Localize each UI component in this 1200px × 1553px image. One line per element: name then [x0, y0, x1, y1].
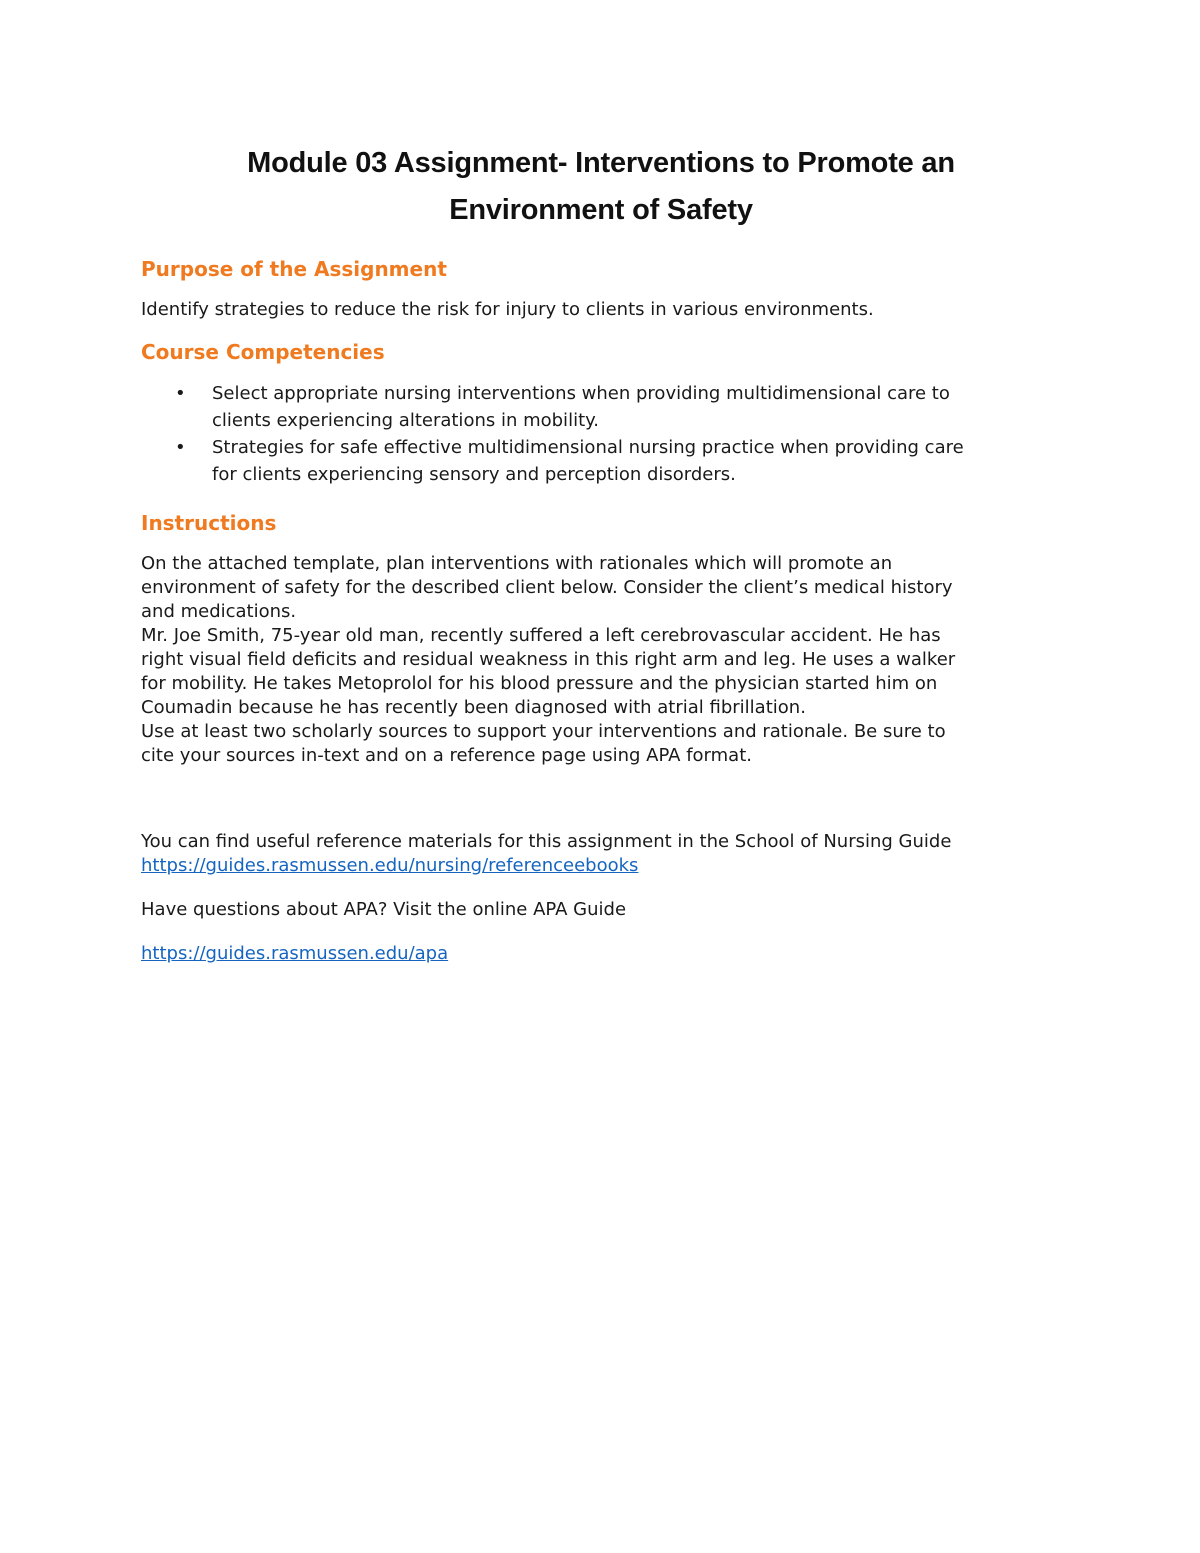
resources-section — [141, 830, 1061, 966]
instructions-line: and medications. — [141, 601, 297, 622]
competency-line: Select appropriate nursing interventions when providing multidimensional care to — [212, 383, 950, 404]
instructions-line: right visual field deficits and residual weakness in this right arm and leg. He uses a walker — [141, 649, 956, 670]
competency-line: clients experiencing alterations in mobility. — [212, 410, 599, 431]
purpose-text: Identify strategies to reduce the risk for injury to clients in various environments. — [141, 299, 874, 320]
competency-item — [141, 380, 1061, 434]
competency-line: for clients experiencing sensory and perception disorders. — [212, 464, 736, 485]
instructions-line: cite your sources in-text and on a reference page using APA format. — [141, 745, 752, 766]
document-title — [141, 140, 1061, 234]
instructions-line: Mr. Joe Smith, 75-year old man, recently suffered a left cerebrovascular accident. He has — [141, 625, 941, 646]
competencies-list — [141, 380, 1061, 488]
apa-question-text: Have questions about APA? Visit the online APA Guide — [141, 899, 627, 920]
document-page — [141, 140, 1061, 966]
bullet-icon: • — [175, 437, 186, 458]
competency-line: Strategies for safe effective multidimensional nursing practice when providing care — [212, 437, 964, 458]
apa-guide-link[interactable]: https://guides.rasmussen.edu/apa — [141, 943, 449, 964]
instructions-line: environment of safety for the described client below. Consider the client’s medical history — [141, 577, 953, 598]
instructions-line: for mobility. He takes Metoprolol for his blood pressure and the physician started him on — [141, 673, 938, 694]
competencies-heading: Course Competencies — [141, 340, 385, 364]
purpose-heading: Purpose of the Assignment — [141, 257, 447, 281]
title-line-1: Module 03 Assignment- Interventions to Promote an — [247, 147, 955, 179]
instructions-line: On the attached template, plan interventions with rationales which will promote an — [141, 553, 893, 574]
nursing-guide-link[interactable]: https://guides.rasmussen.edu/nursing/referenceebooks — [141, 855, 639, 876]
nursing-guide-text: You can find useful reference materials for this assignment in the School of Nursing Guide — [141, 831, 952, 852]
bullet-icon: • — [175, 383, 186, 404]
instructions-heading: Instructions — [141, 511, 277, 535]
title-line-2: Environment of Safety — [449, 194, 753, 226]
instructions-line: Coumadin because he has recently been diagnosed with atrial fibrillation. — [141, 697, 806, 718]
competency-item — [141, 434, 1061, 488]
instructions-body — [141, 552, 1061, 768]
instructions-line: Use at least two scholarly sources to support your interventions and rationale. Be sure to — [141, 721, 946, 742]
